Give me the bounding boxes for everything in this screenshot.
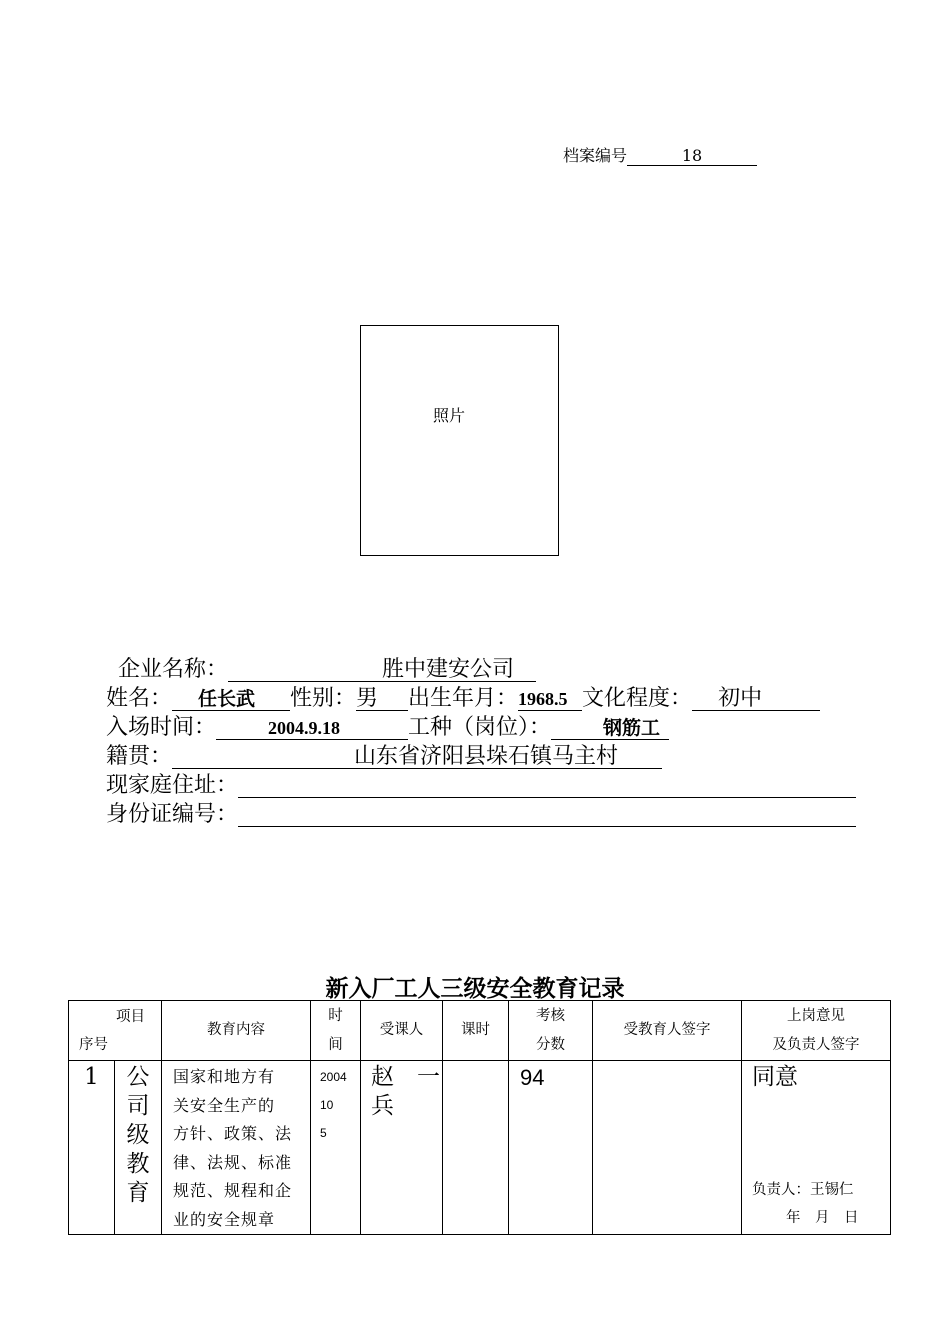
address-line — [106, 772, 856, 800]
job-value: 钢筋工 — [603, 717, 661, 739]
archive-label: 档案编号 — [563, 146, 628, 165]
date-line: 年 月 日 — [786, 1210, 859, 1226]
education-label: 文化程度： — [582, 686, 693, 711]
birth-label: 出生年月： — [408, 686, 519, 711]
opinion-value: 同意 — [752, 1064, 798, 1090]
company-label: 企业名称： — [118, 657, 229, 682]
archive-number-field — [563, 143, 757, 166]
entry-label: 入场时间： — [106, 715, 217, 740]
level-char: 级 — [126, 1122, 150, 1148]
photo-label: 照片 — [433, 406, 466, 425]
origin-value: 山东省济阳县垛石镇马主村 — [354, 744, 619, 769]
birth-value: 1968.5 — [518, 689, 568, 709]
row-content — [162, 1061, 311, 1235]
header-exam-1: 考核 — [536, 1007, 565, 1024]
row-teacher — [361, 1061, 443, 1235]
responsible-person: 负责人：王锡仁 — [752, 1182, 854, 1198]
teacher-line: 兵 — [371, 1093, 394, 1119]
entry-date: 2004.9.18 — [268, 718, 341, 738]
header-exam-2: 分数 — [536, 1036, 565, 1053]
content-line: 方针、政策、法 — [173, 1124, 293, 1143]
header-opinion-1: 上岗意见 — [787, 1007, 845, 1024]
time-line: 5 — [320, 1126, 327, 1140]
row-level — [115, 1061, 162, 1235]
header-opinion-2: 及负责人签字 — [772, 1036, 860, 1053]
content-line: 律、法规、标准 — [173, 1152, 293, 1172]
row-signature — [593, 1061, 742, 1235]
id-line — [106, 801, 856, 829]
company-name: 胜中建安公司 — [382, 657, 515, 682]
origin-label: 籍贯： — [106, 744, 173, 769]
row-opinion — [742, 1061, 891, 1235]
gender-value: 男 — [356, 686, 379, 711]
header-time-2: 间 — [328, 1036, 343, 1053]
education-value: 初中 — [718, 686, 763, 711]
address-label: 现家庭住址： — [106, 773, 239, 798]
photo-box — [360, 325, 559, 556]
row-hours — [443, 1061, 509, 1235]
name-label: 姓名： — [106, 686, 173, 711]
content-line: 规范、规程和企 — [173, 1181, 293, 1200]
person-name: 任长武 — [198, 688, 256, 710]
teacher-line: 赵 一 — [371, 1064, 440, 1090]
job-label: 工种（岗位）： — [408, 715, 552, 740]
header-time-1: 时 — [328, 1007, 343, 1024]
level-char: 教 — [126, 1151, 150, 1177]
header-item-seq — [69, 1001, 162, 1061]
education-record-table — [68, 1000, 891, 1235]
id-label: 身份证编号： — [106, 802, 239, 827]
origin-line — [106, 743, 662, 771]
row-seq: 1 — [69, 1061, 115, 1235]
time-line: 2004 — [320, 1070, 347, 1084]
header-exam — [509, 1001, 593, 1061]
header-hours: 课时 — [443, 1001, 509, 1061]
header-seq: 序号 — [79, 1036, 108, 1053]
company-line — [118, 656, 536, 684]
level-char: 育 — [126, 1180, 150, 1206]
gender-label: 性别： — [290, 686, 357, 711]
header-teacher: 受课人 — [361, 1001, 443, 1061]
content-line: 国家和地方有 — [173, 1067, 276, 1086]
row-time — [311, 1061, 361, 1235]
row-score: 94 — [509, 1061, 593, 1235]
header-opinion — [742, 1001, 891, 1061]
content-line: 业的安全规章 — [173, 1209, 276, 1229]
level-char: 司 — [126, 1093, 150, 1119]
content-line: 关安全生产的 — [173, 1095, 276, 1115]
entry-line — [106, 714, 669, 742]
name-line — [106, 685, 820, 713]
header-content: 教育内容 — [162, 1001, 311, 1061]
time-line: 10 — [320, 1098, 334, 1112]
record-title: 新入厂工人三级安全教育记录 — [325, 975, 625, 1002]
header-signature: 受教育人签字 — [593, 1001, 742, 1061]
table-row — [69, 1061, 891, 1235]
archive-number: 18 — [627, 146, 757, 166]
header-time — [311, 1001, 361, 1061]
header-item: 项目 — [116, 1008, 145, 1025]
table-header-row — [69, 1001, 891, 1061]
level-char: 公 — [126, 1064, 150, 1090]
company-blank — [228, 656, 536, 682]
